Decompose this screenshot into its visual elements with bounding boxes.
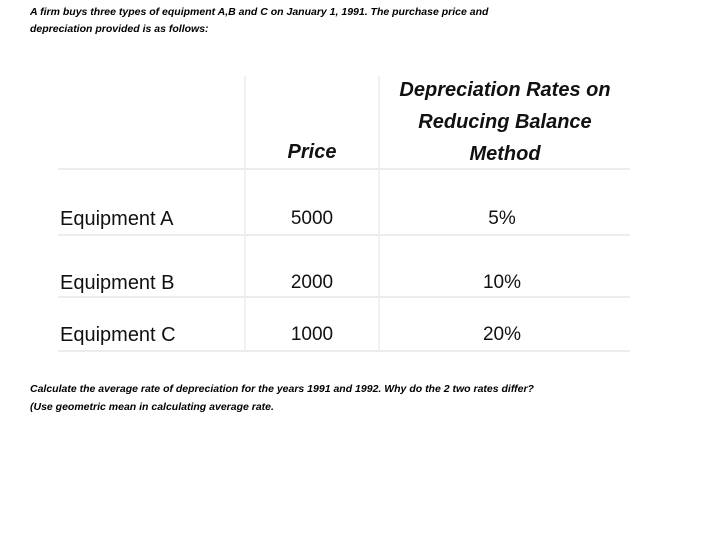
price-equipment-a: 5000 (290, 208, 334, 229)
row-divider-2 (58, 296, 630, 298)
equipment-table (58, 76, 630, 352)
row-divider-1 (58, 234, 630, 236)
header-rate-line-2: Reducing Balance (418, 111, 592, 133)
header-price: Price (287, 141, 337, 163)
question-line-2: (Use geometric mean in calculating average rate. (30, 401, 274, 413)
price-equipment-c: 1000 (290, 324, 334, 345)
intro-line-1: A firm buys three types of equipment A,B and C on January 1, 1991. The purchase price and (30, 6, 489, 18)
intro-line-2: depreciation provided is as follows: (30, 23, 209, 35)
intro-text (30, 4, 590, 38)
rate-equipment-b: 10% (482, 272, 522, 293)
row-divider-3 (58, 350, 630, 352)
row-label-equipment-a: Equipment A (60, 208, 174, 230)
rate-equipment-c: 20% (482, 324, 522, 345)
question-text (30, 380, 690, 416)
price-equipment-b: 2000 (290, 272, 334, 293)
question-line-1: Calculate the average rate of depreciation for the years 1991 and 1992. Why do the 2 two rates differ? (30, 383, 534, 395)
row-label-equipment-c: Equipment C (60, 324, 176, 346)
header-depreciation-rate (380, 74, 630, 170)
header-rate-line-3: Method (469, 143, 541, 165)
header-rate-line-1: Depreciation Rates on (399, 79, 611, 101)
rate-equipment-a: 5% (488, 208, 516, 229)
row-label-equipment-b: Equipment B (60, 272, 175, 294)
